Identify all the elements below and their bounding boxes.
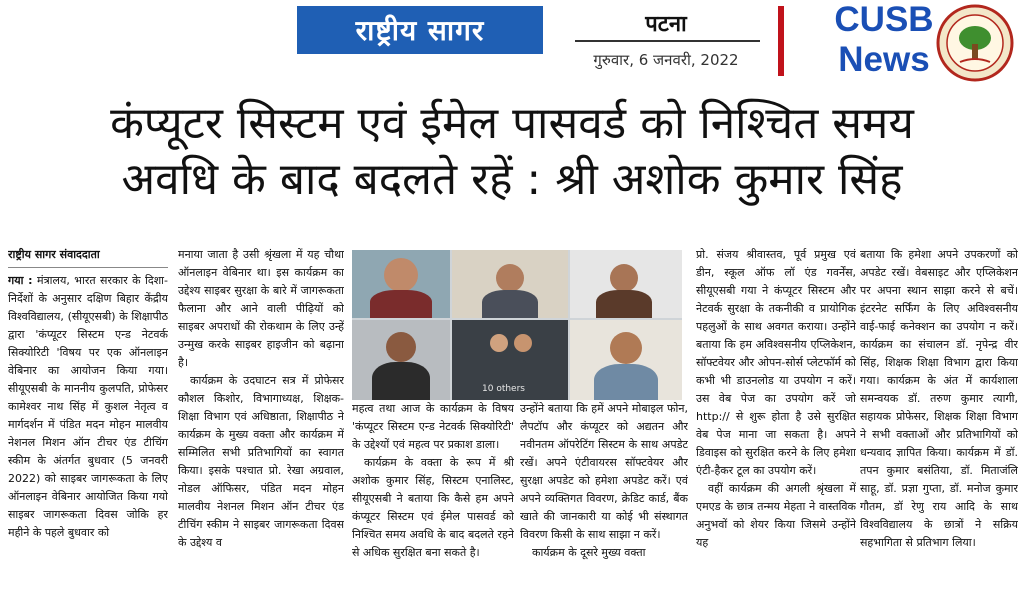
participant-tile [352,320,450,400]
headline [0,96,1024,208]
column-4-paragraph-2: कार्यक्रम के दूसरे मुख्य वक्ता [532,546,646,559]
column-4 [520,400,688,586]
paper-logo: राष्ट्रीय सागर [297,6,543,54]
column-6 [860,246,1018,592]
participant-tile [570,250,682,318]
column-1-paragraph [8,272,168,542]
dateline: गया : [8,274,33,287]
column-5 [696,246,856,592]
participant-tile [570,320,682,400]
column-1 [8,246,168,592]
city-label: पटना [645,12,687,37]
divider [575,40,760,42]
byline: राष्ट्रीय सागर संवाददाता [8,246,168,268]
column-3-paragraph-1: महत्व तथा आज के कार्यक्रम के विषय 'कंप्यूटर सिस्टम एन्ड नेटवर्क सिक्योरिटी' के उद्देश्यों एवं महत्व पर प्रकाश डाला। [352,402,514,451]
participant-tile [452,250,568,318]
participant-tile [452,320,568,400]
column-2 [178,246,344,592]
webinar-screenshot-photo [352,250,682,400]
university-seal-icon [936,4,1014,82]
column-2-paragraph-2: कार्यक्रम के उदघाटन सत्र में प्रोफेसर कौशल किशोर, विभागाध्यक्ष, शिक्षक-शिक्षा विभाग एवं अधिष्ठाता, शिक्षापीठ ने कार्यक्रम के मुख्य वक्ता और कार्यक्रम में सम्मिलित सभी प्रतिभागियों का स्वागत किया। इसके पश्चात प्रो. रेखा अग्रवाल, नोडल ऑफिसर, पंडित मदन मोहन मालवीय नेशनल मिशन ऑन टीचर एंड टीचिंग स्कीम ने साइबर जागरूकता दिवस के उद्देश्य व [178,374,344,549]
column-1-text: मंत्रालय, भारत सरकार के दिशा-निर्देशों के अनुसार दक्षिण बिहार केंद्रीय विश्वविद्यालय, (सीयूएसबी) के शिक्षापीठ द्वारा 'कंप्यूटर सिस्टम एन्ड नेटवर्क सिक्योरिटी 'विषय पर एक ऑनलाइन वेबिनार का आयोजन किया गया। सीयूएसबी के माननीय कुलपति, प्रोफेसर कामेश्वर नाथ सिंह में कुशल नेतृत्व व मार्गदर्शन में पंडित मदन मोहन मालवीय नेशनल मिशन ऑन टीचर एंड टीचिंग स्कीम के अंतर्गत बुधवार (5 जनवरी 2022) को साइबर जागरूकता के लिए ऑनलाइन वेबिनार आयोजित किया गयो साइबर जागरूकता दिवस जोकि हर महीने के पहले बुधवार को [8,274,168,539]
column-5-paragraph-1: प्रो. संजय श्रीवास्तव, पूर्व प्रमुख एवं डीन, स्कूल ऑफ लॉ एंड गवर्नेंस, सीयूएसबी गया ने कंप्यूटर सिस्टम और नेटवर्क सुरक्षा के तकनीकी व प्रायोगिक पहलुओं के साथ अवगत कराया। उन्होंने बताया कि हम अविश्वसनीय एप्लिकेशन, सॉफ्टवेयर और ओपन-सोर्स प्लेटफॉर्म को कभी भी डाउनलोड या उपयोग न करें। उस वेब पेज का उपयोग करें जो http:// से शुरू होता है उसे सुरक्षित वेब पेज माना जा सकता है। अपने डिवाइस को सुरक्षित करने के लिए हमेशा एंटी-हैकर टूल का उपयोग करें। [696,248,856,477]
red-divider-bar [778,6,784,76]
news-text: News [838,40,930,79]
column-4-paragraph-1: उन्होंने बताया कि हमें अपने मोबाइल फोन, लैपटॉप और कंप्यूटर को अद्यतन और नवीनतम ऑपरेटिंग सिस्टम के साथ अपडेट रखें। अपने एंटीवायरस सॉफ्टवेयर और सुरक्षा अपडेट को हमेशा अपडेट करें। एवं अपने व्यक्तिगत विवरण, क्रेडिट कार्ड, बैंक खाते की जानकारी या कोई भी संस्थागत विवरण किसी के साथ साझा न करें। [520,402,688,541]
column-5-paragraph-2: वहीं कार्यक्रम की अगली श्रृंखला में एमएड के छात्र तन्मय मेहता ने वास्तविक अनुभवों को शेयर किया जिसमे उन्होंने यह [696,482,856,549]
participants-count: 10 others [482,384,525,394]
headline-line-2: अवधि के बाद बदलते रहें : श्री अशोक कुमार सिंह [121,154,903,205]
headline-line-1: कंप्यूटर सिस्टम एवं ईमेल पासवर्ड को निश्चित समय [110,98,914,149]
participant-tile [352,250,450,318]
cusb-news-logo [834,0,934,80]
column-3 [352,400,514,586]
column-6-paragraph-1: बताया कि हमेशा अपने उपकरणों को अपडेट रखें। वेबसाइट और एप्लिकेशन पर अपना स्थान साझा करने से बचें। इंटरनेट सर्फिंग के लिए अविश्वसनीय वाई-फाई कनेक्शन का उपयोग न करें। कार्यक्रम का संचालन डॉ. नृपेन्द्र वीर सिंह, शिक्षक शिक्षा विभाग द्वारा किया गया। कार्यक्रम के अंत में कार्यशाला समन्वयक डॉ. तरुण कुमार त्यागी, सहायक प्रोफेसर, शिक्षक शिक्षा विभाग ने सभी वक्ताओं और प्रतिभागियों को धन्यवाद ज्ञापित किया। कार्यक्रम में डॉ. तपन कुमार बसंतिया, डॉ. मिताजंलि साहू, डॉ. प्रज्ञा गुप्ता, डॉ. मनोज कुमार गौतम, डॉ रेणु राय आदि के साथ विश्वविद्यालय के छात्रों ने सक्रिय सहभागिता से प्रतिभाग लिया। [860,248,1018,549]
cusb-text: CUSB [834,0,934,39]
masthead [0,0,1024,90]
column-3-paragraph-2: कार्यक्रम के वक्ता के रूप में श्री अशोक कुमार सिंह, सिस्टम एनालिस्ट, सीयूएसबी ने बताया कि कैसे हम अपने कंप्यूटर सिस्टम एवं ईमेल पासवर्ड को निश्चित समय अवधि के बाद बदलते रहने से अधिक सुरक्षित बना सकते है। [352,456,514,559]
column-2-paragraph-1: मनाया जाता है उसी श्रृंखला में यह चौथा ऑनलाइन वेबिनार था। इस कार्यक्रम का उद्देश्य साइबर सुरक्षा के बारे में जागरूकता फैलाना और आने वाली पीढ़ियों को साइबर अपराधों की रोकथाम के लिए उन्हें उन्मुख करके साइबर हाइजीन को बढ़ाना है। [178,248,344,369]
publication-date: गुरुवार, 6 जनवरी, 2022 [593,51,739,69]
